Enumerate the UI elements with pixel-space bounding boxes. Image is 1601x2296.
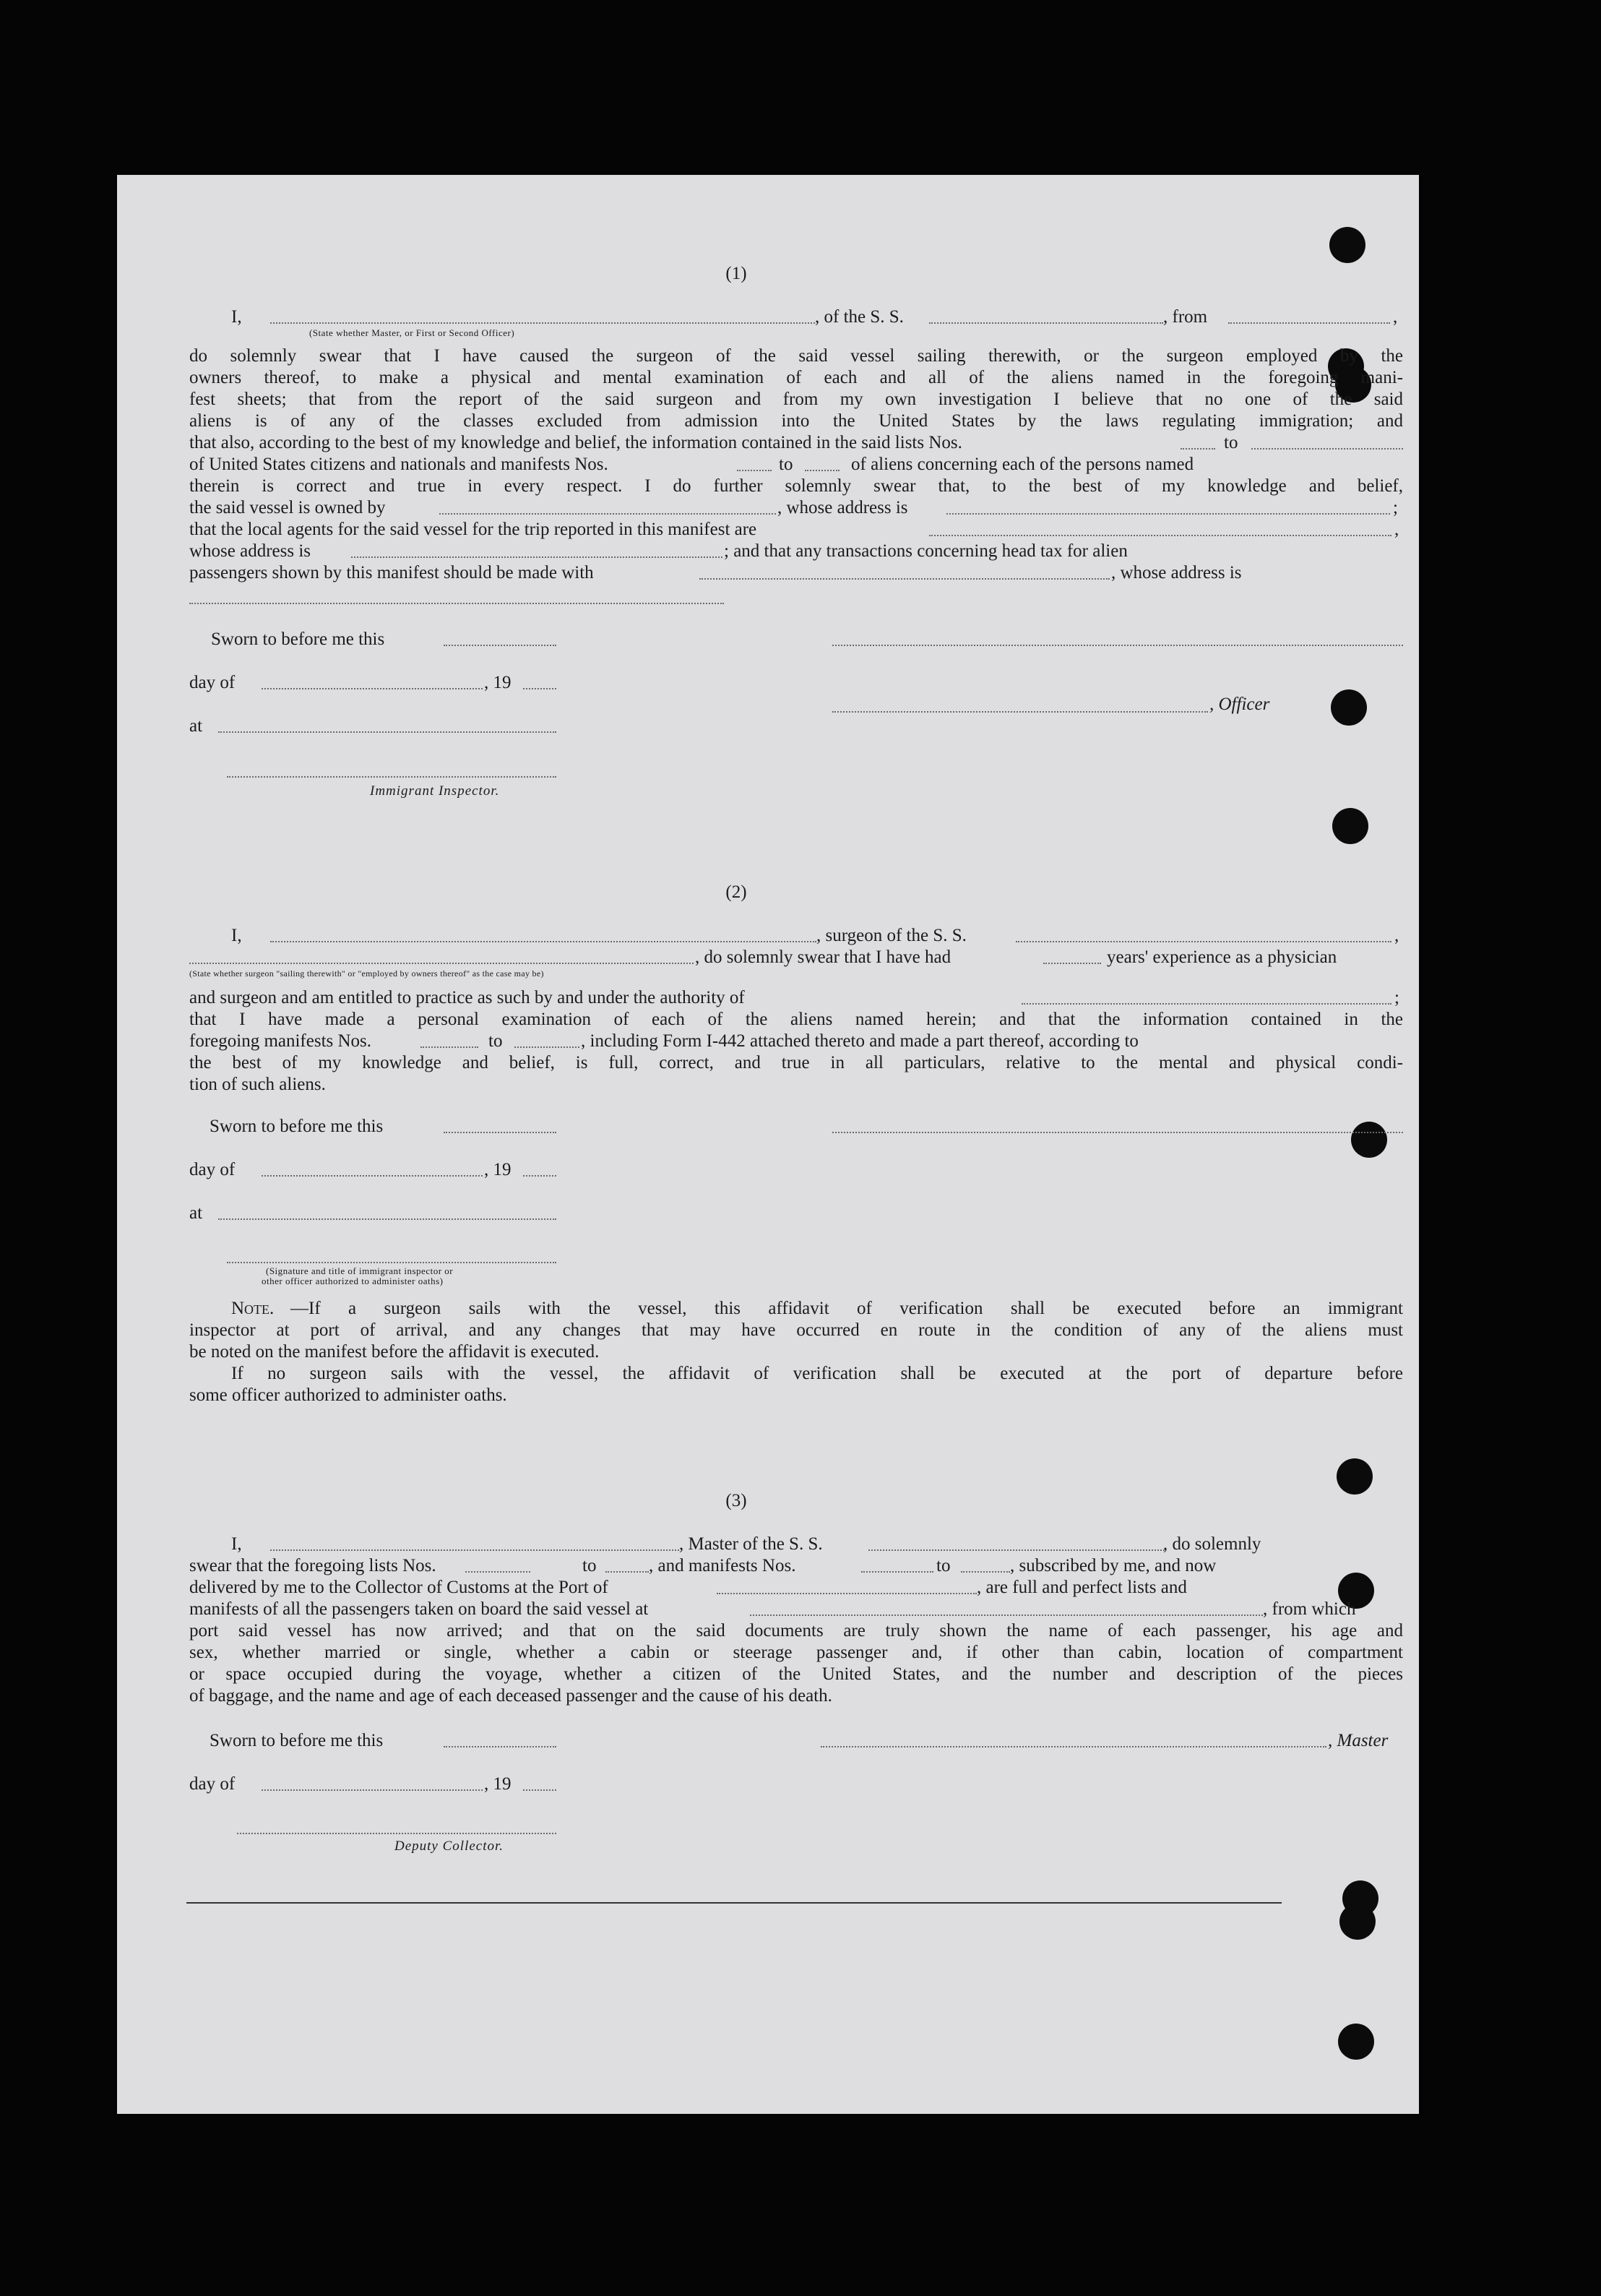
punch-hole-icon: [1351, 1122, 1387, 1158]
sec3-line3-text: delivered by me to the Collector of Customs at the Port of: [189, 1578, 608, 1597]
sec2-note-line: inspector at port of arrival, and any changes that may have occurred en route in the condition of any of the aliens must: [189, 1320, 1403, 1340]
sec1-agents-address-field[interactable]: [351, 556, 722, 558]
section-1-number: (1): [725, 264, 747, 283]
sec2-note-line1-text: —If a surgeon sails with the vessel, this affidavit of verification shall be executed before an immigrant: [290, 1299, 1403, 1318]
sec1-year-label: , 19: [484, 673, 512, 692]
sec2-signature-instruction-1: (Signature and title of immigrant inspector or: [266, 1265, 454, 1276]
sec1-owner-field[interactable]: [439, 513, 776, 515]
sec2-line1-i: I,: [231, 926, 242, 945]
sec3-line4-end: , from which: [1263, 1599, 1356, 1619]
sec2-line1-surgeon: , surgeon of the S. S.: [816, 926, 967, 945]
sec2-body-line: that I have made a personal examination of each of the aliens named herein; and that the information contained in the: [189, 1010, 1403, 1029]
punch-hole-icon: [1331, 689, 1367, 726]
sec1-at-label: at: [189, 716, 203, 736]
sec1-body-line: aliens is of any of the classes excluded from admission into the United States by the laws regulating immigration; and: [189, 411, 1403, 431]
sec2-line5-to: to: [488, 1031, 503, 1051]
sec2-years-field[interactable]: [1043, 963, 1101, 964]
sec2-note-line: some officer authorized to administer oaths.: [189, 1385, 507, 1405]
sec3-port-field[interactable]: [717, 1593, 977, 1594]
section-3-number: (3): [725, 1491, 747, 1510]
sec3-line3-end: , are full and perfect lists and: [977, 1578, 1187, 1597]
sec3-line4-text: manifests of all the passengers taken on board the said vessel at: [189, 1599, 649, 1619]
sec1-month-field[interactable]: [262, 688, 483, 689]
sec1-lists-to-field[interactable]: [1251, 448, 1403, 450]
sec3-month-field[interactable]: [262, 1789, 483, 1791]
sec1-day-of-label: day of: [189, 673, 236, 692]
sec3-manifests-to-field[interactable]: [961, 1571, 1010, 1573]
sec3-line2-end: , subscribed by me, and now: [1010, 1556, 1217, 1575]
sec3-line1-i: I,: [231, 1534, 242, 1554]
sec3-collector-signature-field[interactable]: [237, 1833, 556, 1834]
sec1-line11-text: that the local agents for the said vessel for the trip reported in this manifest are: [189, 520, 757, 539]
sec1-owner-address-field[interactable]: [946, 513, 1390, 515]
sec2-authority-field[interactable]: [1022, 1003, 1391, 1005]
punch-hole-icon: [1338, 2024, 1374, 2060]
sec1-lists-from-field[interactable]: [1181, 448, 1215, 450]
sec1-line13-text: passengers shown by this manifest should be made with: [189, 563, 594, 582]
sec2-surgeon-type-field[interactable]: [189, 963, 694, 964]
sec1-body-line: fest sheets; that from the report of the said surgeon and from my own investigation I believe that no one of the said: [189, 390, 1403, 409]
sec1-line12-text: whose address is: [189, 541, 311, 561]
sec3-sworn-date-field[interactable]: [444, 1746, 556, 1747]
sec1-head-tax-agent-field[interactable]: [699, 578, 1110, 580]
sec3-line1-master: , Master of the S. S.: [679, 1534, 823, 1554]
sec1-line12-end: ; and that any transactions concerning head tax for alien: [724, 541, 1128, 561]
section-2-number: (2): [725, 882, 747, 902]
sec3-body-line: sex, whether married or single, whether a cabin or steerage passenger and, if other than cabin, location of compartment: [189, 1643, 1403, 1662]
sec2-sworn-label: Sworn to before me this: [210, 1117, 384, 1136]
sec1-officer-signature-field[interactable]: [832, 711, 1208, 713]
sec3-line2-to2: to: [936, 1556, 951, 1575]
sec1-line7-to: to: [1224, 433, 1238, 452]
sec1-officer-label: , Officer: [1209, 695, 1270, 714]
sec2-sworn-date-field[interactable]: [444, 1132, 556, 1133]
sec1-manifests-from-field[interactable]: [737, 470, 772, 471]
sec1-line1-of-ss: , of the S. S.: [815, 307, 904, 327]
sec1-vessel-name-field[interactable]: [929, 322, 1163, 324]
sec2-signature-field[interactable]: [832, 1132, 1403, 1133]
document-page: [117, 175, 1419, 2114]
punch-hole-icon: [1329, 227, 1365, 263]
sec2-year-label: , 19: [484, 1160, 512, 1179]
sec3-line2-manifests: , and manifests Nos.: [649, 1556, 796, 1575]
sec2-note-line1: [231, 1298, 274, 1320]
sec2-surgeon-instruction: (State whether surgeon "sailing therewith" or "employed by owners thereof" as the case may be): [189, 968, 544, 979]
sec2-line2-end: years' experience as a physician: [1107, 947, 1337, 967]
sec1-line1-from: , from: [1163, 307, 1208, 327]
sec1-local-agents-field[interactable]: [929, 535, 1391, 536]
sec1-rank-instruction: (State whether Master, or First or Second Officer): [309, 327, 515, 338]
sec1-at-place-field[interactable]: [218, 731, 556, 733]
sec3-line2-text: swear that the foregoing lists Nos.: [189, 1556, 436, 1575]
sec2-day-of-label: day of: [189, 1160, 236, 1179]
sec3-lists-from-field[interactable]: [465, 1571, 530, 1573]
sec3-body-line: port said vessel has now arrived; and that on the said documents are truly shown the name of each passenger, his age and: [189, 1621, 1403, 1641]
sec1-head-tax-address-field[interactable]: [189, 603, 724, 604]
sec2-at-place-field[interactable]: [218, 1218, 556, 1220]
sec2-month-field[interactable]: [262, 1175, 483, 1177]
sec2-year-field[interactable]: [523, 1175, 556, 1177]
sec2-body-line: tion of such aliens.: [189, 1075, 326, 1094]
sec1-sworn-label: Sworn to before me this: [211, 629, 385, 649]
sec1-inspector-signature-field[interactable]: [227, 776, 556, 778]
sec1-body-line: therein is correct and true in every respect. I do further solemnly swear that, to the best of my knowledge and belief,: [189, 476, 1403, 496]
punch-hole-icon: [1332, 808, 1368, 844]
sec2-note-line: If no surgeon sails with the vessel, the affidavit of verification shall be executed at the port of departure before: [231, 1364, 1403, 1383]
sec3-sworn-label: Sworn to before me this: [210, 1731, 384, 1750]
sec1-line1-i: I,: [231, 307, 242, 327]
sec1-line10-address: , whose address is: [777, 498, 908, 517]
sec2-at-label: at: [189, 1203, 203, 1223]
bottom-rule: [186, 1902, 1282, 1904]
sec3-vessel-name-field[interactable]: [868, 1549, 1165, 1551]
sec3-collector-label: Deputy Collector.: [394, 1839, 504, 1854]
sec3-line1-end: , do solemnly: [1163, 1534, 1261, 1554]
sec3-lists-to-field[interactable]: [605, 1571, 649, 1573]
sec1-signature-field[interactable]: [832, 645, 1403, 646]
sec2-body-line: the best of my knowledge and belief, is full, correct, and true in all particulars, relative to the mental and physical condi-: [189, 1053, 1403, 1072]
sec2-line5-text: foregoing manifests Nos.: [189, 1031, 372, 1051]
sec2-note-line: be noted on the manifest before the affidavit is executed.: [189, 1342, 600, 1362]
sec3-year-label: , 19: [484, 1774, 512, 1794]
sec3-master-label: , Master: [1328, 1731, 1389, 1750]
sec3-line2-to: to: [582, 1556, 597, 1575]
sec1-inspector-label: Immigrant Inspector.: [370, 783, 500, 799]
sec3-master-signature-field[interactable]: [821, 1746, 1326, 1747]
sec2-vessel-name-field[interactable]: [1016, 941, 1391, 942]
sec3-master-name-field[interactable]: [270, 1549, 679, 1551]
sec2-line2-text: , do solemnly swear that I have had: [695, 947, 951, 967]
sec2-line5-end: , including Form I-442 attached thereto and made a part thereof, according to: [581, 1031, 1139, 1051]
sec3-body-line: or space occupied during the voyage, whether a citizen of the United States, and the number and description of the pieces: [189, 1664, 1403, 1684]
sec1-line13-end: , whose address is: [1111, 563, 1242, 582]
sec3-boarding-port-field[interactable]: [750, 1614, 1263, 1616]
sec1-line11-end: ,: [1394, 520, 1399, 539]
sec2-officer-signature-field[interactable]: [227, 1262, 556, 1263]
sec1-line7-text: that also, according to the best of my knowledge and belief, the information contained in the said lists Nos.: [189, 433, 962, 452]
sec2-surgeon-name-field[interactable]: [270, 941, 816, 942]
sec1-line8-end: of aliens concerning each of the persons named: [851, 455, 1194, 474]
punch-hole-icon: [1337, 1458, 1373, 1495]
sec1-line10-text: the said vessel is owned by: [189, 498, 386, 517]
sec1-officer-rank-field[interactable]: [270, 322, 815, 324]
sec1-body-line: do solemnly swear that I have caused the surgeon of the said vessel sailing therewith, or the surgeon employed by the: [189, 346, 1403, 366]
punch-hole-icon: [1339, 1904, 1376, 1940]
sec2-manifests-from-field[interactable]: [420, 1046, 478, 1048]
sec1-line8-text: of United States citizens and nationals and manifests Nos.: [189, 455, 608, 474]
sec3-year-field[interactable]: [523, 1789, 556, 1791]
sec2-line3-text: and surgeon and am entitled to practice as such by and under the authority of: [189, 988, 745, 1007]
sec2-line3-end: ;: [1394, 988, 1399, 1007]
sec1-sworn-date-field[interactable]: [444, 645, 556, 646]
sec1-line1-comma: ,: [1393, 307, 1398, 327]
sec2-signature-instruction-2: other officer authorized to administer oaths): [262, 1276, 444, 1286]
sec3-body-line: of baggage, and the name and age of each deceased passenger and the cause of his death.: [189, 1686, 832, 1706]
sec2-line1-comma: ,: [1394, 926, 1399, 945]
sec2-manifests-to-field[interactable]: [514, 1046, 579, 1048]
sec2-note-label: Note.: [231, 1299, 275, 1318]
sec3-day-of-label: day of: [189, 1774, 236, 1794]
sec1-line10-end: ;: [1393, 498, 1398, 517]
sec1-year-field[interactable]: [523, 688, 556, 689]
sec1-from-port-field[interactable]: [1228, 322, 1390, 324]
sec3-manifests-from-field[interactable]: [861, 1571, 933, 1573]
sec1-manifests-to-field[interactable]: [805, 470, 840, 471]
sec1-line8-to: to: [779, 455, 793, 474]
sec1-body-line: owners thereof, to make a physical and mental examination of each and all of the aliens named in the foregoing mani-: [189, 368, 1403, 387]
